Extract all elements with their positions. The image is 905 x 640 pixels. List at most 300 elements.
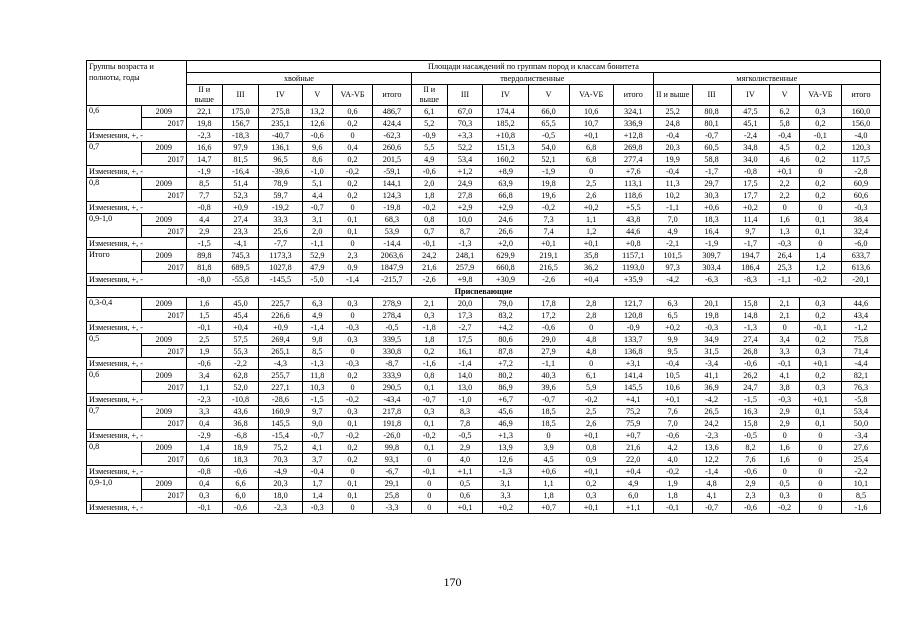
value-cell: -0,3 (302, 502, 332, 514)
value-cell: 19,8 (528, 178, 569, 190)
value-cell: 17,7 (731, 190, 770, 202)
value-cell: 0,3 (186, 490, 222, 502)
value-cell: 0,4 (333, 142, 373, 154)
value-cell: 58,8 (692, 154, 731, 166)
value-cell: -6,8 (222, 430, 259, 442)
value-cell: 0 (770, 202, 799, 214)
value-cell: 5,1 (302, 178, 332, 190)
value-cell: 0,2 (333, 190, 373, 202)
value-cell: 2,5 (569, 178, 613, 190)
value-cell: -0,3 (841, 202, 880, 214)
value-cell: 2,6 (569, 190, 613, 202)
value-cell: -0,1 (186, 322, 222, 334)
year-cell: 2009 (141, 370, 186, 382)
value-cell: 290,5 (372, 382, 411, 394)
value-cell: 81,5 (222, 154, 259, 166)
value-cell: -3,3 (372, 502, 411, 514)
table-row (87, 442, 881, 454)
value-cell: 8,2 (731, 442, 770, 454)
class-header: III (222, 85, 259, 106)
value-cell: -18,3 (222, 130, 259, 142)
value-cell: 0,5 (770, 478, 799, 490)
value-cell: 16,4 (692, 226, 731, 238)
value-cell: 52,0 (222, 382, 259, 394)
value-cell: +0,2 (483, 502, 528, 514)
value-cell: 99,8 (372, 442, 411, 454)
value-cell: +8,9 (483, 166, 528, 178)
value-cell: +7,6 (613, 166, 653, 178)
value-cell: 339,5 (372, 334, 411, 346)
value-cell: 1,1 (528, 478, 569, 490)
value-cell: 51,4 (222, 178, 259, 190)
value-cell: -2,1 (653, 238, 692, 250)
value-cell: 17,8 (528, 298, 569, 310)
value-cell: -6,7 (372, 466, 411, 478)
class-header: IV (483, 85, 528, 106)
table-row (87, 166, 881, 178)
value-cell: 0,3 (770, 490, 799, 502)
value-cell: 6,1 (411, 106, 447, 118)
value-cell: 15,8 (731, 298, 770, 310)
value-cell: 10,0 (447, 214, 483, 226)
value-cell: 20,1 (692, 298, 731, 310)
value-cell: +0,6 (528, 466, 569, 478)
value-cell: 81,8 (186, 262, 222, 274)
value-cell: 0,1 (799, 418, 841, 430)
value-cell: 0,3 (333, 334, 373, 346)
value-cell: 118,6 (613, 190, 653, 202)
value-cell: -0,5 (731, 430, 770, 442)
value-cell: 0 (799, 478, 841, 490)
section-title: Приспевающие (87, 286, 881, 298)
year-cell: 2009 (141, 106, 186, 118)
value-cell: 67,0 (447, 106, 483, 118)
value-cell: -0,4 (653, 358, 692, 370)
value-cell: +0,6 (692, 202, 731, 214)
value-cell: 24,2 (692, 418, 731, 430)
value-cell: 1,1 (569, 214, 613, 226)
value-cell: 0 (770, 322, 799, 334)
value-cell: 217,8 (372, 406, 411, 418)
value-cell: 0,2 (799, 178, 841, 190)
value-cell: 330,8 (372, 346, 411, 358)
species-header-softwood: мягколиственные (653, 73, 880, 85)
year-cell: 2009 (141, 250, 186, 262)
value-cell: -0,6 (528, 322, 569, 334)
value-cell: 0 (411, 490, 447, 502)
value-cell: 156,0 (841, 118, 880, 130)
value-cell: 1,3 (770, 226, 799, 238)
value-cell: -4,1 (222, 238, 259, 250)
value-cell: 265,1 (259, 346, 302, 358)
change-label: Изменения, +, - (87, 238, 187, 250)
value-cell: 60,5 (692, 142, 731, 154)
value-cell: 27,4 (222, 214, 259, 226)
value-cell: 5,9 (569, 382, 613, 394)
value-cell: 0,6 (447, 490, 483, 502)
value-cell: +0,7 (528, 502, 569, 514)
value-cell: 141,4 (613, 370, 653, 382)
value-cell: 5,5 (411, 142, 447, 154)
table-row (87, 238, 881, 250)
value-cell: 0 (799, 202, 841, 214)
value-cell: -1,1 (528, 358, 569, 370)
value-cell: 156,7 (222, 118, 259, 130)
value-cell: 4,5 (528, 454, 569, 466)
value-cell: +0,9 (259, 322, 302, 334)
class-header: VA-VБ (799, 85, 841, 106)
value-cell: 269,8 (613, 142, 653, 154)
value-cell: -0,5 (372, 322, 411, 334)
table-row (87, 478, 881, 490)
value-cell: -40,7 (259, 130, 302, 142)
value-cell: 689,5 (222, 262, 259, 274)
value-cell: 2,1 (770, 310, 799, 322)
value-cell: 59,7 (259, 190, 302, 202)
value-cell: 80,1 (692, 118, 731, 130)
value-cell: -1,7 (692, 166, 731, 178)
table-row (87, 406, 881, 418)
value-cell: 0,1 (411, 442, 447, 454)
value-cell: 25,3 (770, 262, 799, 274)
value-cell: 40,3 (528, 370, 569, 382)
table-row (87, 274, 881, 286)
value-cell: 7,0 (653, 418, 692, 430)
value-cell: 0 (799, 454, 841, 466)
value-cell: -0,1 (411, 238, 447, 250)
class-header: V (528, 85, 569, 106)
value-cell: -0,3 (333, 322, 373, 334)
value-cell: -0,1 (799, 130, 841, 142)
value-cell: 45,6 (483, 406, 528, 418)
value-cell: 0,3 (411, 406, 447, 418)
value-cell: 20,3 (653, 142, 692, 154)
value-cell: 66,0 (528, 106, 569, 118)
value-cell: 0,3 (799, 346, 841, 358)
value-cell: 0,1 (799, 226, 841, 238)
value-cell: 33,3 (259, 214, 302, 226)
value-cell: 70,3 (259, 454, 302, 466)
value-cell: 1193,0 (613, 262, 653, 274)
value-cell: 87,8 (483, 346, 528, 358)
value-cell: 3,8 (770, 382, 799, 394)
value-cell: -0,2 (528, 202, 569, 214)
value-cell: 0 (569, 322, 613, 334)
value-cell: 191,8 (372, 418, 411, 430)
value-cell: 35,8 (569, 250, 613, 262)
value-cell: 1,8 (528, 490, 569, 502)
value-cell: -215,7 (372, 274, 411, 286)
value-cell: 145,5 (259, 418, 302, 430)
table-row (87, 190, 881, 202)
value-cell: -0,6 (731, 358, 770, 370)
value-cell: 21,6 (411, 262, 447, 274)
value-cell: 324,1 (613, 106, 653, 118)
value-cell: 2,8 (569, 298, 613, 310)
value-cell: -4,9 (259, 466, 302, 478)
value-cell: 38,4 (841, 214, 880, 226)
value-cell: 1,1 (186, 382, 222, 394)
value-cell: 6,3 (302, 298, 332, 310)
value-cell: +35,9 (613, 274, 653, 286)
value-cell: +0,1 (528, 238, 569, 250)
year-cell: 2017 (141, 226, 186, 238)
value-cell: -0,6 (186, 358, 222, 370)
value-cell: 8,6 (302, 154, 332, 166)
value-cell: 10,5 (653, 370, 692, 382)
value-cell: -2,6 (528, 274, 569, 286)
value-cell: 9,0 (302, 418, 332, 430)
value-cell: 4,9 (613, 478, 653, 490)
value-cell: -0,4 (653, 166, 692, 178)
value-cell: +12,8 (613, 130, 653, 142)
value-cell: 0 (799, 466, 841, 478)
value-cell: 0,8 (411, 214, 447, 226)
main-header: Площади насаждений по группам пород и классам бонитета (186, 61, 880, 73)
value-cell: 27,9 (528, 346, 569, 358)
value-cell: 3,1 (483, 478, 528, 490)
value-cell: 6,6 (222, 478, 259, 490)
value-cell: 4,9 (653, 226, 692, 238)
value-cell: 2,3 (333, 250, 373, 262)
value-cell: 9,9 (653, 334, 692, 346)
value-cell: 145,5 (613, 382, 653, 394)
value-cell: 0 (799, 490, 841, 502)
class-header: III (447, 85, 483, 106)
group-label: 0,5 (87, 334, 142, 358)
value-cell: 9,8 (302, 334, 332, 346)
value-cell: 18,3 (222, 454, 259, 466)
value-cell: -8,3 (731, 274, 770, 286)
value-cell: 0 (333, 382, 373, 394)
value-cell: 309,7 (692, 250, 731, 262)
table-row (87, 358, 881, 370)
value-cell: 0,4 (186, 478, 222, 490)
value-cell: 2,9 (447, 442, 483, 454)
species-header-hardwood: твердолиственные (411, 73, 653, 85)
value-cell: -1,1 (770, 274, 799, 286)
value-cell: +0,2 (731, 202, 770, 214)
value-cell: -0,1 (770, 358, 799, 370)
value-cell: -1,9 (186, 166, 222, 178)
value-cell: 0 (569, 166, 613, 178)
value-cell: +10,8 (483, 130, 528, 142)
value-cell: -0,5 (447, 430, 483, 442)
value-cell: 14,8 (731, 310, 770, 322)
value-cell: -0,9 (613, 322, 653, 334)
value-cell: 47,9 (302, 262, 332, 274)
value-cell: 0,6 (186, 454, 222, 466)
value-cell: 44,6 (613, 226, 653, 238)
value-cell: +2,9 (447, 202, 483, 214)
value-cell: 336,9 (613, 118, 653, 130)
value-cell: 745,3 (222, 250, 259, 262)
value-cell: 7,4 (528, 226, 569, 238)
value-cell: 60,6 (841, 190, 880, 202)
value-cell: 0,1 (333, 226, 373, 238)
value-cell: +0,1 (569, 238, 613, 250)
value-cell: 52,2 (447, 142, 483, 154)
class-header: V (770, 85, 799, 106)
value-cell: 16,1 (447, 346, 483, 358)
value-cell: -16,4 (222, 166, 259, 178)
value-cell: -2,3 (259, 502, 302, 514)
value-cell: 16,3 (731, 406, 770, 418)
class-header: итого (613, 85, 653, 106)
change-label: Изменения, +, - (87, 166, 187, 178)
value-cell: 86,9 (483, 382, 528, 394)
value-cell: 45,4 (222, 310, 259, 322)
value-cell: 75,2 (259, 442, 302, 454)
value-cell: 151,3 (483, 142, 528, 154)
value-cell: +0,1 (799, 358, 841, 370)
value-cell: 20,0 (447, 298, 483, 310)
value-cell: 12,6 (483, 454, 528, 466)
value-cell: 76,3 (841, 382, 880, 394)
value-cell: 18,3 (692, 214, 731, 226)
value-cell: -0,6 (222, 466, 259, 478)
value-cell: +0,1 (569, 130, 613, 142)
value-cell: 2,0 (302, 226, 332, 238)
value-cell: 17,2 (528, 310, 569, 322)
value-cell: 0 (799, 442, 841, 454)
value-cell: 0,3 (799, 106, 841, 118)
value-cell: 25,2 (653, 106, 692, 118)
year-cell: 2017 (141, 154, 186, 166)
value-cell: -1,3 (483, 466, 528, 478)
value-cell: 41,1 (692, 370, 731, 382)
value-cell: -0,7 (692, 502, 731, 514)
value-cell: 4,8 (692, 478, 731, 490)
value-cell: 1,9 (653, 478, 692, 490)
value-cell: 5,8 (770, 118, 799, 130)
value-cell: +4,1 (613, 394, 653, 406)
value-cell: 4,0 (447, 454, 483, 466)
class-header: итого (372, 85, 411, 106)
value-cell: 1,7 (302, 478, 332, 490)
value-cell: 0 (333, 202, 373, 214)
value-cell: -3,4 (692, 358, 731, 370)
value-cell: 7,0 (653, 214, 692, 226)
value-cell: 4,9 (411, 154, 447, 166)
value-cell: 4,5 (770, 142, 799, 154)
value-cell: 83,2 (483, 310, 528, 322)
value-cell: 0,2 (799, 370, 841, 382)
value-cell: 2,0 (411, 178, 447, 190)
value-cell: -1,5 (302, 394, 332, 406)
value-cell: +30,9 (483, 274, 528, 286)
value-cell: 66,8 (483, 190, 528, 202)
value-cell: -0,3 (692, 322, 731, 334)
table-row (87, 310, 881, 322)
value-cell: 4,6 (770, 154, 799, 166)
value-cell: 4,8 (569, 346, 613, 358)
value-cell: 424,4 (372, 118, 411, 130)
table-row (87, 430, 881, 442)
value-cell: -1,8 (411, 322, 447, 334)
value-cell: +6,7 (483, 394, 528, 406)
year-cell: 2017 (141, 490, 186, 502)
value-cell: 613,6 (841, 262, 880, 274)
value-cell: 24,2 (411, 250, 447, 262)
value-cell: 16,6 (186, 142, 222, 154)
value-cell: 0 (770, 466, 799, 478)
value-cell: -0,4 (770, 130, 799, 142)
year-cell: 2009 (141, 298, 186, 310)
value-cell: 219,1 (528, 250, 569, 262)
value-cell: 11,4 (731, 214, 770, 226)
value-cell: 6,5 (653, 310, 692, 322)
value-cell: -0,7 (411, 394, 447, 406)
value-cell: 8,5 (186, 178, 222, 190)
value-cell: 6,8 (569, 154, 613, 166)
value-cell: 54,0 (528, 142, 569, 154)
value-cell: 1,6 (770, 454, 799, 466)
value-cell: 60,9 (841, 178, 880, 190)
value-cell: 4,4 (186, 214, 222, 226)
value-cell: 22,1 (186, 106, 222, 118)
value-cell: 2,2 (770, 178, 799, 190)
value-cell: 4,0 (653, 454, 692, 466)
value-cell: -1,2 (841, 322, 880, 334)
value-cell: 52,9 (302, 250, 332, 262)
table-row (87, 106, 881, 118)
value-cell: 12,6 (302, 118, 332, 130)
value-cell: 6,1 (569, 370, 613, 382)
value-cell: -28,6 (259, 394, 302, 406)
value-cell: 121,7 (613, 298, 653, 310)
value-cell: -1,3 (447, 238, 483, 250)
value-cell: -1,0 (447, 394, 483, 406)
value-cell: 0,2 (569, 478, 613, 490)
value-cell: -6,0 (841, 238, 880, 250)
table-row (87, 334, 881, 346)
value-cell: -2,2 (841, 466, 880, 478)
table-row (87, 202, 881, 214)
value-cell: 201,5 (372, 154, 411, 166)
value-cell: 0,2 (799, 334, 841, 346)
value-cell: -4,4 (841, 358, 880, 370)
group-label: 0,8 (87, 442, 142, 466)
value-cell: 8,7 (447, 226, 483, 238)
class-header: VA-VБ (333, 85, 373, 106)
value-cell: 30,3 (692, 190, 731, 202)
value-cell: +0,1 (653, 394, 692, 406)
change-label: Изменения, +, - (87, 202, 187, 214)
value-cell: 225,7 (259, 298, 302, 310)
value-cell: 0,2 (333, 442, 373, 454)
value-cell: -2,8 (841, 166, 880, 178)
value-cell: 1,8 (653, 490, 692, 502)
value-cell: +2,0 (483, 238, 528, 250)
value-cell: -0,7 (302, 430, 332, 442)
table-row (87, 466, 881, 478)
value-cell: 45,0 (222, 298, 259, 310)
group-label: 0,7 (87, 406, 142, 430)
value-cell: -0,2 (411, 430, 447, 442)
value-cell: 52,1 (528, 154, 569, 166)
value-cell: 0 (333, 238, 373, 250)
class-header: IV (259, 85, 302, 106)
value-cell: 160,2 (483, 154, 528, 166)
value-cell: 2,1 (411, 298, 447, 310)
value-cell: 0,7 (411, 226, 447, 238)
value-cell: 6,0 (613, 490, 653, 502)
value-cell: -20,1 (841, 274, 880, 286)
value-cell: 97,9 (222, 142, 259, 154)
value-cell: -0,2 (799, 274, 841, 286)
class-header-row (87, 85, 881, 106)
